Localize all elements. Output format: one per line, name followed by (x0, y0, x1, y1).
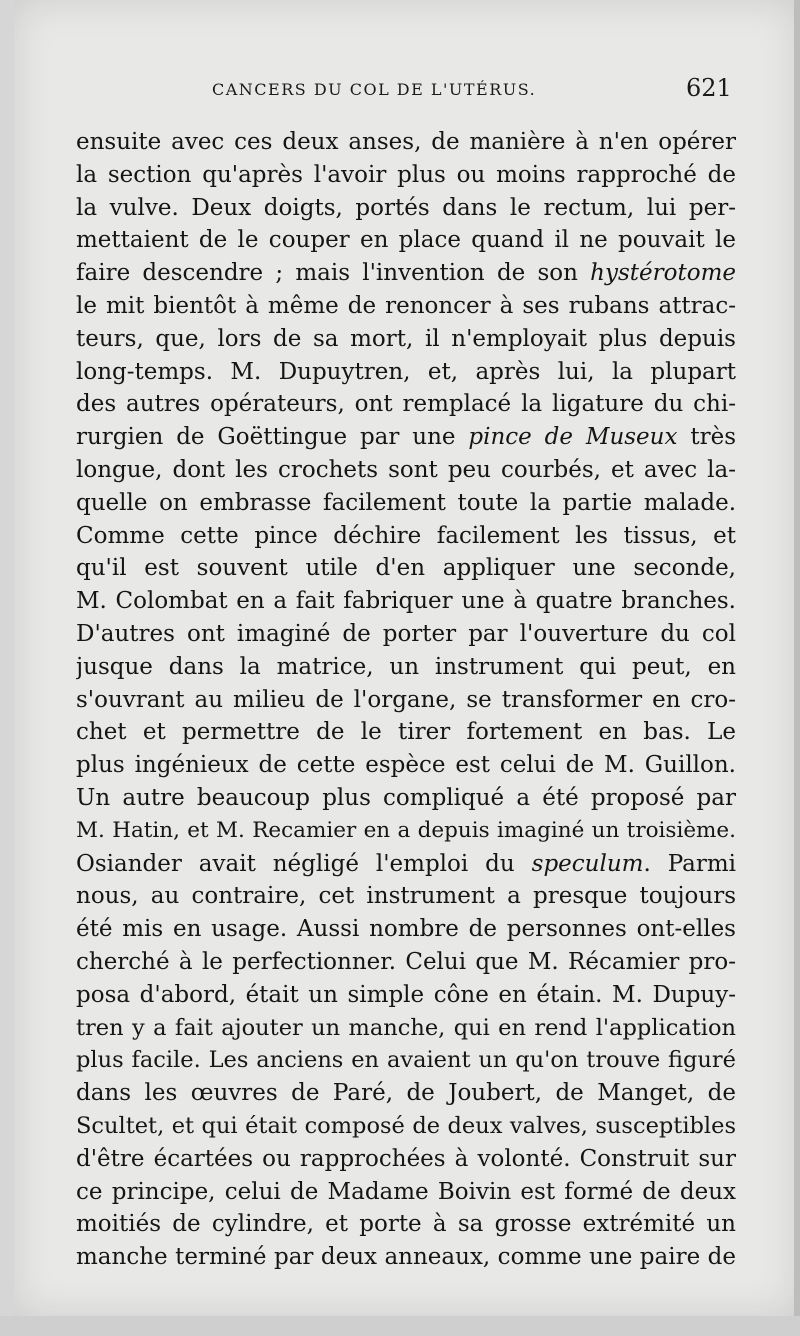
text-line (76, 290, 736, 323)
text-segment: . Parmi (643, 850, 736, 877)
text-segment: très (677, 424, 736, 451)
text-segment: le mit bientôt à même de renoncer à ses rubans attrac- (76, 292, 736, 319)
page-number: 621 (686, 74, 732, 102)
text-line (76, 815, 736, 848)
text-line (76, 192, 736, 225)
text-segment: longue, dont les crochets sont peu courbés, et avec la- (76, 456, 736, 483)
running-head: CANCERS DU COL DE L'UTÉRUS. (212, 80, 537, 99)
text-segment: Un autre beaucoup plus compliqué a été proposé par (76, 784, 736, 811)
text-segment: Osiander avait négligé l'emploi du (76, 850, 532, 877)
text-segment: plus ingénieux de cette espèce est celui de M. Guillon. (76, 752, 736, 779)
text-line (76, 552, 736, 585)
text-line (76, 520, 736, 553)
text-line (76, 1241, 736, 1274)
text-segment: quelle on embrasse facilement toute la partie malade. (76, 489, 736, 516)
italic-text: hystérotome (590, 260, 736, 287)
text-segment: s'ouvrant au milieu de l'organe, se transformer en cro- (76, 686, 736, 713)
text-line (76, 585, 736, 618)
text-segment: long-temps. M. Dupuytren, et, après lui, la plupart (76, 358, 736, 385)
text-segment: D'autres ont imaginé de porter par l'ouverture du col (76, 620, 736, 647)
text-line (76, 487, 736, 520)
text-segment: des autres opérateurs, ont remplacé la ligature du chi- (76, 391, 736, 418)
text-segment: qu'il est souvent utile d'en appliquer une seconde, (76, 555, 736, 582)
text-segment: Scultet, et qui était composé de deux valves, susceptibles (76, 1112, 736, 1139)
text-line (76, 454, 736, 487)
body-text (76, 126, 736, 1274)
text-segment: jusque dans la matrice, un instrument qui peut, en (76, 653, 736, 680)
text-segment: M. Hatin, et M. Recamier en a depuis imaginé un troisième. (76, 817, 736, 843)
text-line (76, 716, 736, 749)
text-segment: été mis en usage. Aussi nombre de personnes ont-elles (76, 916, 736, 943)
text-line (76, 224, 736, 257)
text-line (76, 913, 736, 946)
text-segment: la section qu'après l'avoir plus ou moins rapproché de (76, 161, 736, 188)
text-line (76, 1208, 736, 1241)
text-segment: posa d'abord, était un simple cône en étain. M. Dupuy- (76, 981, 736, 1008)
text-line (76, 1110, 736, 1143)
text-segment: teurs, que, lors de sa mort, il n'employait plus depuis (76, 325, 736, 352)
text-line (76, 323, 736, 356)
text-line (76, 159, 736, 192)
text-segment: nous, au contraire, cet instrument a presque toujours (76, 883, 736, 910)
italic-text: speculum (531, 850, 644, 877)
text-segment: dans les œuvres de Paré, de Joubert, de Manget, de (76, 1080, 736, 1107)
text-line (76, 684, 736, 717)
text-segment: moitiés de cylindre, et porte à sa grosse extrémité un (76, 1211, 736, 1238)
italic-text: pince de Museux (468, 424, 678, 451)
text-segment: la vulve. Deux doigts, portés dans le rectum, lui per- (76, 194, 736, 221)
text-line (76, 356, 736, 389)
text-line (76, 979, 736, 1012)
text-line (76, 1012, 736, 1045)
page-edge-right (794, 0, 800, 1336)
text-segment: rurgien de Goëttingue par une (76, 424, 469, 451)
text-line (76, 421, 736, 454)
text-segment: ensuite avec ces deux anses, de manière à n'en opérer (76, 129, 736, 155)
text-line (76, 257, 736, 290)
text-segment: plus facile. Les anciens en avaient un qu'on trouve figuré (76, 1047, 736, 1074)
text-line (76, 1176, 736, 1209)
text-segment: mettaient de le couper en place quand il ne pouvait le (76, 227, 736, 254)
text-line (76, 848, 736, 881)
text-segment: d'être écartées ou rapprochées à volonté. Construit sur (76, 1145, 736, 1172)
text-segment: manche terminé par deux anneaux, comme une paire de (76, 1244, 736, 1271)
text-line (76, 388, 736, 421)
text-line (76, 618, 736, 651)
text-segment: M. Colombat en a fait fabriquer une à quatre branches. (76, 588, 736, 615)
text-line (76, 946, 736, 979)
text-line (76, 1143, 736, 1176)
text-segment: chet et permettre de le tirer fortement en bas. Le (76, 719, 736, 746)
text-line (76, 126, 736, 159)
text-line (76, 651, 736, 684)
text-line (76, 1044, 736, 1077)
text-segment: Comme cette pince déchire facilement les tissus, et (76, 522, 736, 549)
text-segment: faire descendre ; mais l'invention de son (76, 260, 591, 287)
text-segment: cherché à le perfectionner. Celui que M. Récamier pro- (76, 948, 736, 975)
text-segment: tren y a fait ajouter un manche, qui en rend l'application (76, 1014, 736, 1041)
page-edge-bottom (0, 1316, 800, 1336)
text-line (76, 880, 736, 913)
text-line (76, 782, 736, 815)
text-line (76, 749, 736, 782)
text-segment: ce principe, celui de Madame Boivin est formé de deux (76, 1178, 736, 1205)
text-line (76, 1077, 736, 1110)
